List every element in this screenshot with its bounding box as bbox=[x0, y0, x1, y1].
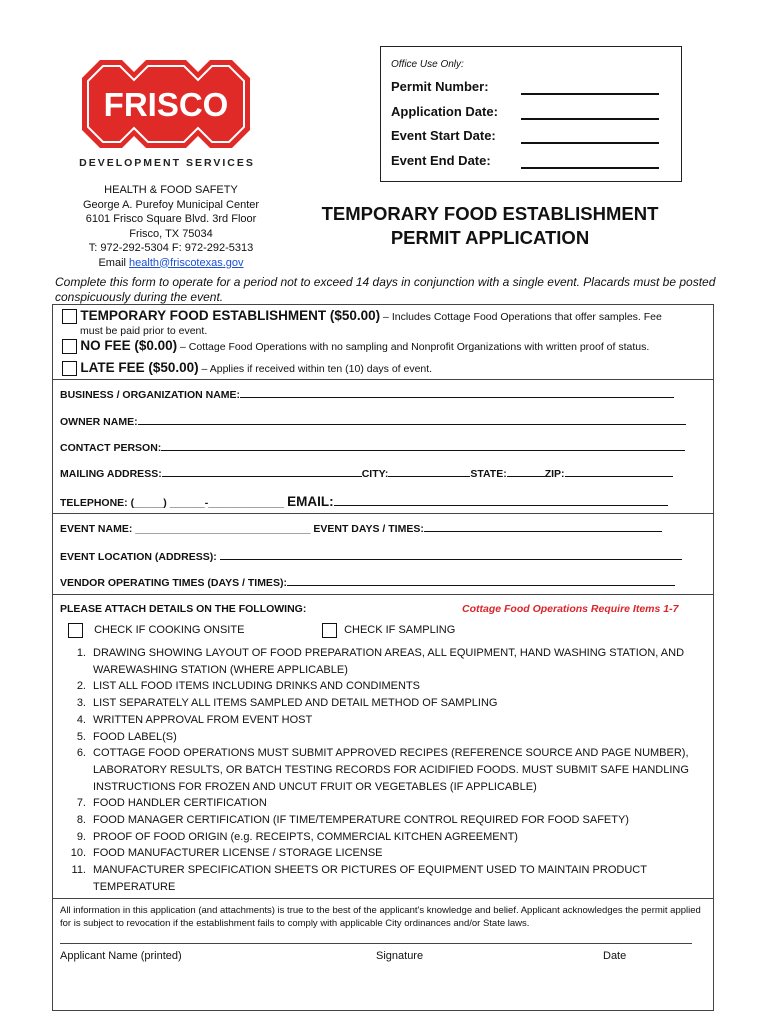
permit-number-line[interactable] bbox=[521, 93, 659, 95]
late-fee-checkbox[interactable] bbox=[62, 361, 77, 376]
list-item bbox=[60, 712, 716, 729]
late-fee-desc: – Applies if received within ten (10) days of event. bbox=[198, 363, 433, 375]
form-title bbox=[290, 202, 690, 250]
item-text: FOOD HANDLER CERTIFICATION bbox=[93, 797, 267, 810]
office-use-box bbox=[380, 46, 682, 182]
zip-label: ZIP: bbox=[544, 468, 565, 480]
date-label: Date bbox=[603, 950, 627, 962]
item-text: COTTAGE FOOD OPERATIONS MUST SUBMIT APPROVED RECIPES (REFERENCE SOURCE AND PAGE NUMBER), LABORATORY RESULTS, OR BATCH TESTING RECORDS FOR ACIDIFIED FOODS. MUST SUBMIT SAFE HANDLING INSTRUCTIONS FOR FROZEN AND UNCUT FRUIT OR VEGETABLES (IF APPLICABLE) bbox=[93, 747, 689, 793]
contact-person-input[interactable] bbox=[161, 440, 685, 451]
signature-label: Signature bbox=[376, 950, 424, 962]
option-late-fee bbox=[62, 360, 432, 376]
applicant-name-label: Applicant Name (printed) bbox=[60, 950, 182, 962]
item-text: LIST ALL FOOD ITEMS INCLUDING DRINKS AND CONDIMENTS bbox=[93, 680, 420, 693]
item-text: MANUFACTURER SPECIFICATION SHEETS OR PICTURES OF EQUIPMENT USED TO MAINTAIN PRODUCT TEMPERATURE bbox=[93, 864, 647, 893]
cooking-checkbox[interactable] bbox=[68, 623, 83, 638]
list-item bbox=[60, 829, 716, 846]
item-text: PROOF OF FOOD ORIGIN (e.g. RECEIPTS, COMMERCIAL KITCHEN AGREEMENT) bbox=[93, 830, 518, 843]
event-location-input[interactable] bbox=[220, 549, 682, 560]
item-text: FOOD LABEL(S) bbox=[93, 730, 177, 743]
intro-text: Complete this form to operate for a period not to exceed 14 days in conjunction with a single event. Placards must be posted conspicuously during the event. bbox=[55, 275, 716, 304]
event-location-field bbox=[60, 549, 682, 563]
department-address bbox=[64, 183, 278, 270]
email-link[interactable]: health@friscotexas.gov bbox=[129, 256, 244, 269]
divider bbox=[52, 594, 714, 595]
list-item bbox=[60, 745, 716, 795]
signature-line[interactable] bbox=[60, 943, 692, 944]
event-location-label: EVENT LOCATION (ADDRESS): bbox=[60, 551, 217, 563]
vendor-times-field bbox=[60, 575, 675, 589]
list-item bbox=[60, 845, 716, 862]
email-line bbox=[64, 256, 278, 271]
application-date-line[interactable] bbox=[521, 118, 659, 120]
item-number: 8. bbox=[76, 814, 86, 827]
item-number: 5. bbox=[76, 730, 86, 743]
late-fee-label: LATE FEE ($50.00) bbox=[80, 360, 199, 375]
item-text: FOOD MANUFACTURER LICENSE / STORAGE LICENSE bbox=[93, 847, 383, 860]
list-item bbox=[60, 795, 716, 812]
mailing-address-field bbox=[60, 466, 673, 480]
divider bbox=[52, 513, 714, 514]
title-line-1: TEMPORARY FOOD ESTABLISHMENT bbox=[321, 203, 659, 224]
logo-wordmark: FRISCO bbox=[103, 86, 229, 123]
temp-fee-desc: – Includes Cottage Food Operations that offer samples. Fee bbox=[380, 311, 662, 323]
event-start-date-line[interactable] bbox=[521, 142, 659, 144]
mailing-address-input[interactable] bbox=[162, 466, 362, 477]
business-name-field bbox=[60, 387, 674, 401]
mailing-address-label: MAILING ADDRESS: bbox=[60, 468, 162, 480]
owner-name-input[interactable] bbox=[138, 414, 686, 425]
city-state-zip: Frisco, TX 75034 bbox=[129, 227, 213, 240]
event-name-label[interactable]: EVENT NAME: ______________________________ bbox=[60, 523, 311, 535]
email-prefix: Email bbox=[98, 256, 130, 269]
permit-number-label: Permit Number: bbox=[391, 79, 489, 94]
city-input[interactable] bbox=[388, 466, 470, 477]
item-text: DRAWING SHOWING LAYOUT OF FOOD PREPARATION AREAS, ALL EQUIPMENT, HAND WASHING STATION, AND WAREWASHING STATION (WHERE APPLICABLE) bbox=[93, 647, 685, 676]
list-item bbox=[60, 729, 716, 746]
divider bbox=[52, 898, 714, 899]
sampling-label: CHECK IF SAMPLING bbox=[344, 624, 456, 637]
owner-name-field bbox=[60, 414, 686, 428]
item-text: WRITTEN APPROVAL FROM EVENT HOST bbox=[93, 713, 313, 726]
application-date-label: Application Date: bbox=[391, 104, 498, 119]
phone-fax: T: 972-292-5304 F: 972-292-5313 bbox=[88, 242, 254, 254]
list-item bbox=[60, 678, 716, 695]
contact-person-field bbox=[60, 440, 685, 454]
street-address: 6101 Frisco Square Blvd. 3rd Floor bbox=[85, 213, 257, 225]
vendor-times-label: VENDOR OPERATING TIMES (DAYS / TIMES): bbox=[60, 577, 287, 589]
item-number: 3. bbox=[76, 697, 86, 710]
item-number: 10. bbox=[70, 847, 86, 860]
item-number: 2. bbox=[76, 680, 86, 693]
vendor-times-input[interactable] bbox=[287, 575, 675, 586]
temp-fee-label: TEMPORARY FOOD ESTABLISHMENT ($50.00) bbox=[80, 308, 381, 323]
option-temporary bbox=[62, 308, 662, 324]
zip-input[interactable] bbox=[565, 466, 673, 477]
item-number: 7. bbox=[76, 797, 86, 810]
list-item bbox=[60, 862, 716, 895]
building-name: George A. Purefoy Municipal Center bbox=[82, 198, 260, 211]
title-line-2: PERMIT APPLICATION bbox=[390, 227, 590, 248]
business-name-label: BUSINESS / ORGANIZATION NAME: bbox=[60, 389, 241, 401]
dept-name: HEALTH & FOOD SAFETY bbox=[104, 184, 238, 196]
item-number: 11. bbox=[71, 864, 86, 877]
list-item bbox=[60, 645, 716, 678]
attachment-list bbox=[60, 645, 716, 896]
list-item bbox=[60, 695, 716, 712]
contact-person-label: CONTACT PERSON: bbox=[60, 442, 162, 454]
event-end-date-label: Event End Date: bbox=[391, 153, 491, 168]
item-text: FOOD MANAGER CERTIFICATION (IF TIME/TEMPERATURE CONTROL REQUIRED FOR FOOD SAFETY) bbox=[93, 814, 629, 827]
state-input[interactable] bbox=[507, 466, 545, 477]
email-input[interactable] bbox=[334, 495, 668, 506]
affirmation-text: All information in this application (and attachments) is true to the best of the applicant's knowledge and belief. Applicant acknowledges the permit applied for is subject to revocation if the establishment fails to comply with applicable City ordinances and/or State laws. bbox=[60, 905, 701, 929]
item-number: 6. bbox=[76, 747, 86, 760]
no-fee-label: NO FEE ($0.00) bbox=[80, 338, 178, 353]
no-fee-desc: – Cottage Food Operations with no sampling and Nonprofit Organizations with written proof of status. bbox=[177, 341, 650, 353]
state-label: STATE: bbox=[470, 468, 507, 480]
item-number: 4. bbox=[76, 713, 86, 726]
cooking-label: CHECK IF COOKING ONSITE bbox=[94, 624, 245, 637]
logo-subtitle: DEVELOPMENT SERVICES bbox=[79, 157, 255, 169]
event-end-date-line[interactable] bbox=[521, 167, 659, 169]
check-sampling bbox=[322, 623, 455, 638]
sampling-checkbox[interactable] bbox=[322, 623, 337, 638]
city-label: CITY: bbox=[361, 468, 389, 480]
check-cooking bbox=[68, 623, 244, 638]
telephone-label[interactable]: TELEPHONE: (_____) ______-_____________ bbox=[60, 497, 285, 509]
temp-fee-desc-2: must be paid prior to event. bbox=[80, 325, 208, 337]
owner-name-label: OWNER NAME: bbox=[60, 416, 138, 428]
item-number: 9. bbox=[76, 830, 86, 843]
list-item bbox=[60, 812, 716, 829]
divider bbox=[52, 379, 714, 380]
office-use-label: Office Use Only: bbox=[391, 59, 464, 70]
event-name-field bbox=[60, 521, 662, 535]
temp-fee-checkbox[interactable] bbox=[62, 309, 77, 324]
event-start-date-label: Event Start Date: bbox=[391, 128, 496, 143]
item-number: 1. bbox=[76, 647, 86, 659]
no-fee-checkbox[interactable] bbox=[62, 339, 77, 354]
attach-heading: PLEASE ATTACH DETAILS ON THE FOLLOWING: bbox=[60, 603, 307, 615]
event-days-input[interactable] bbox=[424, 521, 662, 532]
business-name-input[interactable] bbox=[240, 387, 674, 398]
cottage-food-note: Cottage Food Operations Require Items 1-7 bbox=[462, 603, 679, 615]
event-days-label: EVENT DAYS / TIMES: bbox=[313, 523, 424, 535]
item-text: LIST SEPARATELY ALL ITEMS SAMPLED AND DETAIL METHOD OF SAMPLING bbox=[93, 697, 498, 710]
telephone-email-field bbox=[60, 494, 668, 509]
email-label: EMAIL: bbox=[287, 494, 334, 509]
option-no-fee bbox=[62, 338, 649, 354]
